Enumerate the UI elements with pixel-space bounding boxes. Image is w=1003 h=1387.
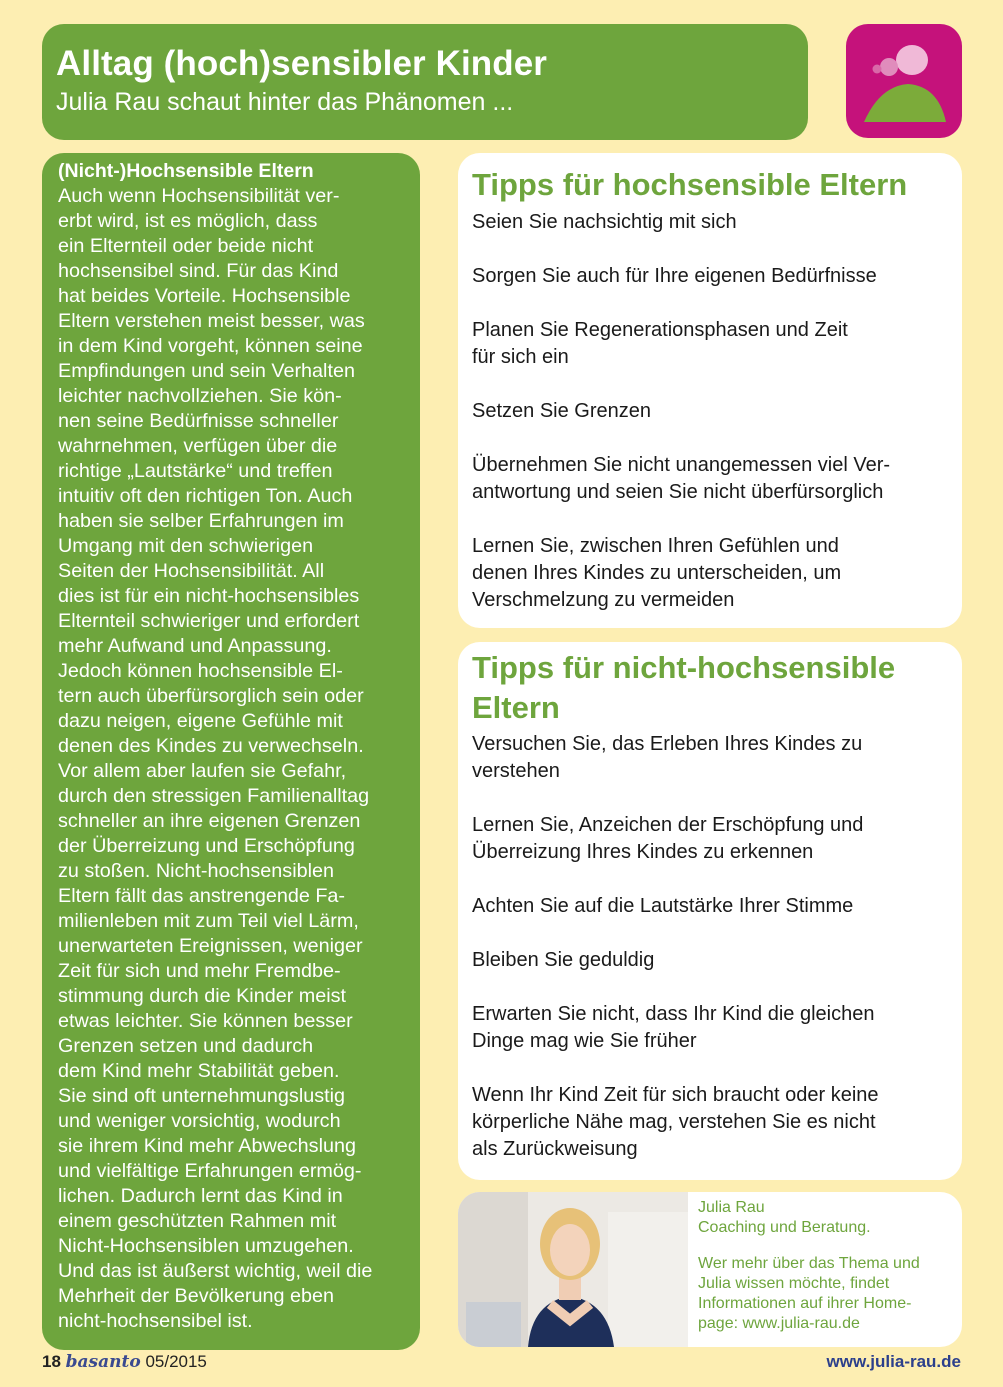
article-line: wahrnehmen, verfügen über die — [58, 435, 338, 457]
article-line: Eltern fällt das anstrengende Fa- — [58, 885, 345, 907]
tip-item — [472, 533, 948, 614]
tip-item — [472, 263, 948, 290]
tip-line: Dinge mag wie Sie früher — [472, 1030, 697, 1052]
tip-line: Achten Sie auf die Lautstärke Ihrer Stimme — [472, 895, 854, 917]
article-line: denen des Kindes zu verwechseln. — [58, 735, 364, 757]
article-line: richtige „Lautstärke“ und treffen — [58, 460, 333, 482]
article-column — [42, 153, 420, 1350]
article-line: mehr Aufwand und Anpassung. — [58, 635, 332, 657]
article-line: dazu neigen, eigene Gefühle mit — [58, 710, 343, 732]
tips-sensitive-list — [472, 209, 948, 614]
tip-line: denen Ihres Kindes zu unterscheiden, um — [472, 562, 842, 584]
tip-item — [472, 1001, 948, 1055]
tips-sensitive-title: Tipps für hochsensible Eltern — [472, 167, 908, 202]
article-line: dies ist für ein nicht-hochsensibles — [58, 585, 360, 607]
article-line: Mehrheit der Bevölkerung eben — [58, 1285, 335, 1307]
tip-item — [472, 452, 948, 506]
article-line: Elternteil schwieriger und erfordert — [58, 610, 360, 632]
page-subtitle: Julia Rau schaut hinter das Phänomen ... — [56, 88, 514, 116]
tip-line: Versuchen Sie, das Erleben Ihres Kindes zu — [472, 733, 863, 755]
page-number: 18 — [42, 1352, 61, 1371]
article-line: intuitiv oft den richtigen Ton. Auch — [58, 485, 353, 507]
article-line: Sie sind oft unternehmungslustig — [58, 1085, 346, 1107]
tip-item — [472, 731, 948, 785]
article-line: Seiten der Hochsensibilität. All — [58, 560, 325, 582]
article-line: Eltern verstehen meist besser, was — [58, 310, 365, 332]
author-info-line: Informationen auf ihrer Home- — [698, 1295, 912, 1312]
article-line: milienleben mit zum Teil viel Lärm, — [58, 910, 359, 932]
author-info-line: Julia wissen möchte, findet — [698, 1275, 890, 1292]
tip-line: verstehen — [472, 760, 560, 782]
issue-date: 05/2015 — [145, 1352, 207, 1371]
article-line: Umgang mit den schwierigen — [58, 535, 314, 557]
author-info-text — [698, 1254, 956, 1334]
author-info-line: page: www.julia-rau.de — [698, 1315, 860, 1332]
article-line: und vielfältige Erfahrungen ermög- — [58, 1160, 362, 1182]
tips-non-sensitive-card — [458, 642, 962, 1180]
article-line: tern auch überfürsorglich sein oder — [58, 685, 364, 707]
article-body — [58, 184, 414, 1334]
tip-line: Planen Sie Regenerationsphasen und Zeit — [472, 319, 848, 341]
tip-item — [472, 893, 948, 920]
article-line: Empfindungen und sein Verhalten — [58, 360, 355, 382]
tip-item — [472, 947, 948, 974]
footer-issue — [42, 1352, 207, 1372]
footer-website-link[interactable]: www.julia-rau.de — [826, 1352, 961, 1371]
tips-non-sensitive-title-line: Eltern — [472, 690, 560, 725]
tip-line: für sich ein — [472, 346, 569, 368]
tip-line: Sorgen Sie auch für Ihre eigenen Bedürfnisse — [472, 265, 877, 287]
article-line: stimmung durch die Kinder meist — [58, 985, 347, 1007]
tip-line: Erwarten Sie nicht, dass Ihr Kind die gleichen — [472, 1003, 875, 1025]
article-line: nicht-hochsensibel ist. — [58, 1310, 253, 1332]
tips-non-sensitive-list — [472, 731, 948, 1163]
tip-line: antwortung und seien Sie nicht überfürsorglich — [472, 481, 884, 503]
tip-item — [472, 398, 948, 425]
article-line: einem geschützten Rahmen mit — [58, 1210, 337, 1232]
author-role: Coaching und Beratung. — [698, 1219, 871, 1236]
tip-line: Übernehmen Sie nicht unangemessen viel Ver- — [472, 454, 891, 476]
author-info — [698, 1198, 956, 1334]
tip-line: Verschmelzung zu vermeiden — [472, 589, 735, 611]
tip-item — [472, 209, 948, 236]
tip-line: als Zurückweisung — [472, 1138, 638, 1160]
article-line: Vor allem aber laufen sie Gefahr, — [58, 760, 347, 782]
article-line: Und das ist äußerst wichtig, weil die — [58, 1260, 373, 1282]
article-line: Zeit für sich und mehr Fremdbe- — [58, 960, 341, 982]
article-line: zu stoßen. Nicht-hochsensiblen — [58, 860, 334, 882]
page-title: Alltag (hoch)sensibler Kinder — [56, 44, 548, 83]
article-line: Grenzen setzen und dadurch — [58, 1035, 314, 1057]
article-line: hochsensibel sind. Für das Kind — [58, 260, 339, 282]
article-line: unerwarteten Ereignissen, weniger — [58, 935, 363, 957]
tip-line: körperliche Nähe mag, verstehen Sie es nicht — [472, 1111, 876, 1133]
author-card — [458, 1192, 962, 1347]
article-line: erbt wird, ist es möglich, dass — [58, 210, 318, 232]
article-line: und weniger vorsichtig, wodurch — [58, 1110, 341, 1132]
article-line: Auch wenn Hochsensibilität ver- — [58, 185, 340, 207]
article-line: sie ihrem Kind mehr Abwechslung — [58, 1135, 356, 1157]
author-info-line: Wer mehr über das Thema und — [698, 1255, 920, 1272]
article-line: schneller an ihre eigenen Grenzen — [58, 810, 361, 832]
tip-item — [472, 317, 948, 371]
article-line: haben sie selber Erfahrungen im — [58, 510, 344, 532]
article-line: der Überreizung und Erschöpfung — [58, 835, 355, 857]
article-line: in dem Kind vorgeht, können seine — [58, 335, 363, 357]
article-line: Jedoch können hochsensible El- — [58, 660, 343, 682]
magazine-name: basanto — [65, 1352, 141, 1372]
article-line: nen seine Bedürfnisse schneller — [58, 410, 339, 432]
article-line: durch den stressigen Familienalltag — [58, 785, 370, 807]
tip-line: Setzen Sie Grenzen — [472, 400, 651, 422]
tip-line: Lernen Sie, Anzeichen der Erschöpfung und — [472, 814, 864, 836]
article-line: hat beides Vorteile. Hochsensible — [58, 285, 351, 307]
article-line: ein Elternteil oder beide nicht — [58, 235, 314, 257]
tips-non-sensitive-title-line: Tipps für nicht-hochsensible — [472, 650, 896, 685]
article-heading: (Nicht-)Hochsensible Eltern — [58, 160, 314, 182]
tip-line: Lernen Sie, zwischen Ihren Gefühlen und — [472, 535, 839, 557]
tip-line: Überreizung Ihres Kindes zu erkennen — [472, 841, 814, 863]
article-line: Nicht-Hochsensiblen umzugehen. — [58, 1235, 354, 1257]
basanto-logo-icon — [846, 24, 962, 138]
tip-line: Bleiben Sie geduldig — [472, 949, 655, 971]
tips-non-sensitive-title — [472, 648, 948, 728]
tip-line: Wenn Ihr Kind Zeit für sich braucht oder keine — [472, 1084, 879, 1106]
author-name: Julia Rau — [698, 1199, 765, 1216]
tip-item — [472, 812, 948, 866]
article-line: etwas leichter. Sie können besser — [58, 1010, 353, 1032]
tip-line: Seien Sie nachsichtig mit sich — [472, 211, 737, 233]
article-line: leichter nachvollziehen. Sie kön- — [58, 385, 342, 407]
header-banner — [42, 24, 808, 140]
author-photo — [458, 1192, 688, 1347]
article-line: lichen. Dadurch lernt das Kind in — [58, 1185, 343, 1207]
article-line: dem Kind mehr Stabilität geben. — [58, 1060, 340, 1082]
tips-sensitive-card — [458, 153, 962, 628]
tip-item — [472, 1082, 948, 1163]
